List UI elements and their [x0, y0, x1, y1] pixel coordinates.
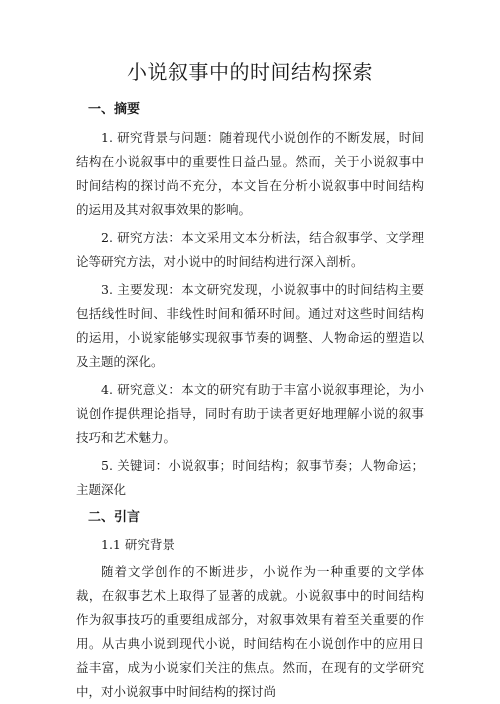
intro-heading: 二、引言 [88, 510, 141, 525]
abstract-item-1: 1. 研究背景与问题：随着现代小说创作的不断发展，时间结构在小说叙事中的重要性日益凸显。然而，关于小说叙事中时间结构的探讨尚不充分，本文旨在分析小说叙事中时间结构的运用及其对叙事效果的影响。 [76, 130, 424, 217]
abstract-item-3: 3. 主要发现：本文研究发现，小说叙事中的时间结构主要包括线性时间、非线性时间和循环时间。通过对这些时间结构的运用，小说家能够实现叙事节奏的调整、人物命运的塑造以及主题的深化。 [76, 282, 424, 369]
intro-subheading: 1.1 研究背景 [101, 537, 175, 552]
intro-paragraph: 随着文学创作的不断进步，小说作为一种重要的文学体裁，在叙事艺术上取得了显著的成就。小说叙事中的时间结构作为叙事技巧的重要组成部分，对叙事效果有着至关重要的作用。从古典小说到现代小说，时间结构在小说创作中的应用日益丰富，成为小说家们关注的焦点。然而，在现有的文学研究中，对小说叙事中时间结构的探讨尚 [76, 564, 424, 699]
document-title: 小说叙事中的时间结构探索 [127, 60, 373, 84]
abstract-heading: 一、摘要 [88, 102, 141, 117]
abstract-item-2: 2. 研究方法：本文采用文本分析法，结合叙事学、文学理论等研究方法，对小说中的时间结构进行深入剖析。 [76, 230, 424, 269]
abstract-item-5: 5. 关键词：小说叙事；时间结构；叙事节奏；人物命运；主题深化 [76, 458, 424, 497]
abstract-item-4: 4. 研究意义：本文的研究有助于丰富小说叙事理论，为小说创作提供理论指导，同时有助于读者更好地理解小说的叙事技巧和艺术魅力。 [76, 382, 424, 445]
